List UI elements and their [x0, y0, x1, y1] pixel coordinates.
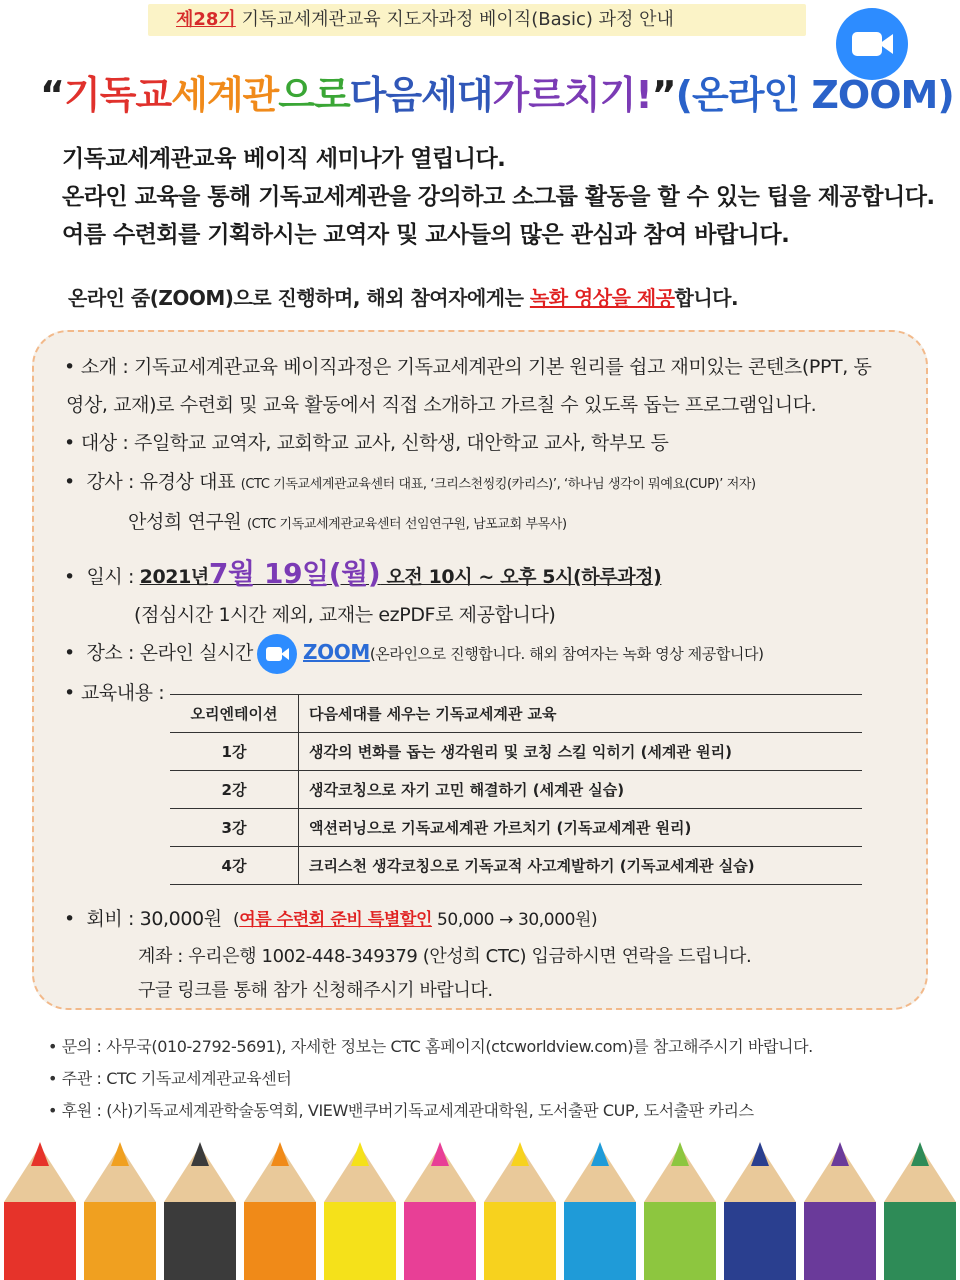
pencil: [4, 1142, 76, 1280]
pencil: [164, 1142, 236, 1280]
pencil: [644, 1142, 716, 1280]
account-line: 계좌 : 우리은행 1002-448-349379 (안성희 CTC) 입금하시면 연락을 드립니다.: [138, 946, 752, 967]
zoom-camera-icon: [257, 634, 297, 674]
intro-line: 온라인 교육을 통해 기독교세계관을 강의하고 소그룹 활동을 할 수 있는 팁을 제공합니다.: [62, 184, 935, 210]
intro-detail: • 소개 : 기독교세계관교육 베이직과정은 기독교세계관의 기본 원리를 쉽고 재미있는 콘텐츠(PPT, 동: [64, 352, 871, 379]
contact-info: • 문의 : 사무국(010-2792-5691), 자세한 정보는 CTC 홈페이지(ctcworldview.com)를 참고해주시기 바랍니다.: [48, 1037, 813, 1056]
lecturer2-line: 안성희 연구원 (CTC 기독교세계관교육센터 선임연구원, 남포교회 부목사): [128, 511, 567, 533]
content-label: • 교육내용 :: [64, 678, 164, 705]
online-notice: 온라인 줌(ZOOM)으로 진행하며, 해외 참여자에게는 녹화 영상을 제공합니다.: [68, 286, 739, 310]
pencil: [324, 1142, 396, 1280]
date-value: 2021년7월 19일(월) 오전 10시 ~ 오후 5시(하루과정): [139, 557, 662, 590]
pencil: [564, 1142, 636, 1280]
date-note: (점심시간 1시간 제외, 교재는 ezPDF로 제공합니다): [134, 604, 556, 626]
lecturer2-note: (CTC 기독교세계관교육센터 선임연구원, 남포교회 부목사): [247, 517, 567, 532]
headline: “기독교세계관으로다음세대가르치기!”(온라인 ZOOM): [40, 73, 954, 117]
intro-line: 여름 수련회를 기획하시는 교역자 및 교사들의 많은 관심과 참여 바랍니다.: [62, 222, 790, 248]
place-note: (온라인으로 진행합니다. 해외 참여자는 녹화 영상 제공합니다): [369, 645, 764, 663]
table-row: 2강 생각코칭으로 자기 고민 해결하기 (세계관 실습): [170, 771, 862, 809]
lecturer-line: • 강사 : 유경상 대표 (CTC 기독교세계관교육센터 대표, ‘크리스천씽킹(카리스)’, ‘하나님 생각이 뭐예요(CUP)’ 저자): [64, 467, 756, 494]
zoom-link[interactable]: ZOOM: [303, 640, 370, 664]
fee-line: • 회비 : 30,000원 (여름 수련회 준비 특별할인 50,000 → 30,000원): [64, 904, 597, 931]
pencil: [84, 1142, 156, 1280]
intro-line: 기독교세계관교육 베이직 세미나가 열립니다.: [62, 146, 506, 172]
colored-pencils-image: [0, 1132, 960, 1280]
header-banner: [148, 4, 806, 36]
pencil: [484, 1142, 556, 1280]
apply-line: 구글 링크를 통해 참가 신청해주시기 바랍니다.: [138, 980, 493, 1001]
lecturer-note: (CTC 기독교세계관교육센터 대표, ‘크리스천씽킹(카리스)’, ‘하나님 생각이 뭐예요(CUP)’ 저자): [240, 477, 756, 492]
header-title: 기독교세계관교육 지도자과정 베이직(Basic) 과정 안내: [241, 9, 674, 30]
place-line: • 장소 : 온라인 실시간 ZOOM(온라인으로 진행합니다. 해외 참여자는 녹화 영상 제공합니다): [64, 630, 764, 676]
table-row: 오리엔테이션 다음세대를 세우는 기독교세계관 교육: [170, 695, 862, 733]
schedule-table: [170, 694, 862, 885]
intro-detail-cont: 영상, 교재)로 수련회 및 교육 활동에서 직접 소개하고 가르칠 수 있도록 돕는 프로그램입니다.: [66, 394, 817, 416]
pencil: [724, 1142, 796, 1280]
pencil: [244, 1142, 316, 1280]
intro-text: [62, 140, 942, 254]
pencil: [404, 1142, 476, 1280]
table-row: 4강 크리스천 생각코칭으로 기독교적 사고계발하기 (기독교세계관 실습): [170, 847, 862, 885]
date-line: • 일시 : 2021년7월 19일(월) 오전 10시 ~ 오후 5시(하루과정): [64, 552, 661, 592]
discount-highlight: 여름 수련회 준비 특별할인: [239, 910, 433, 930]
table-row: 1강 생각의 변화를 돕는 생각원리 및 코칭 스킬 익히기 (세계관 원리): [170, 733, 862, 771]
pencil: [804, 1142, 876, 1280]
edition-label: 제28기: [176, 9, 236, 30]
pencil: [884, 1142, 956, 1280]
target-line: • 대상 : 주일학교 교역자, 교회학교 교사, 신학생, 대안학교 교사, 학부모 등: [64, 428, 668, 455]
recording-highlight: 녹화 영상을 제공: [529, 286, 675, 310]
host-info: • 주관 : CTC 기독교세계관교육센터: [48, 1069, 292, 1088]
sponsor-info: • 후원 : (사)기독교세계관학술동역회, VIEW밴쿠버기독교세계관대학원, 도서출판 CUP, 도서출판 카리스: [48, 1101, 754, 1120]
table-row: 3강 액션러닝으로 기독교세계관 가르치기 (기독교세계관 원리): [170, 809, 862, 847]
